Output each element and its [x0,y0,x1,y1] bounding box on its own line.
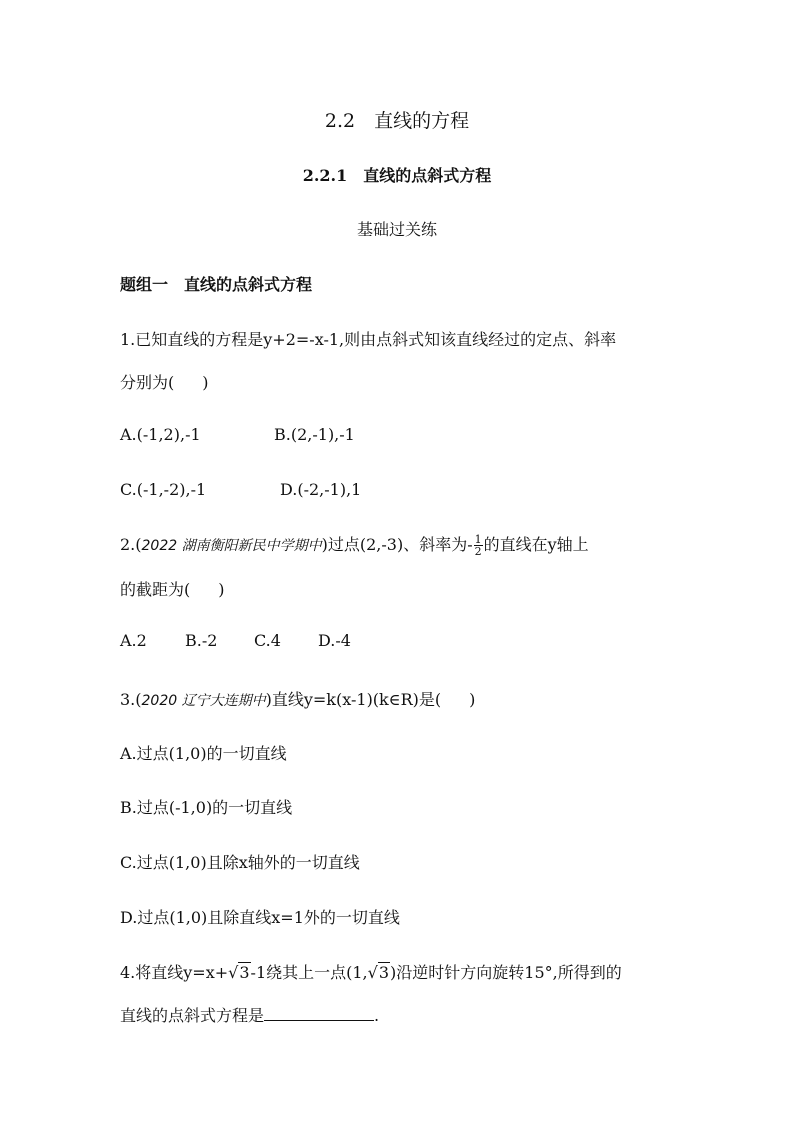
q1-paren-close: ) [202,373,209,392]
q1-option-d[interactable]: D.(-2,-1),1 [280,480,362,499]
q4-part1: 4.将直线y=x+ [120,963,229,982]
q2-frac-den: 2 [474,545,482,558]
q2-line1 [120,532,589,557]
q2-paren-close: ) [218,580,225,599]
q1-line1: 1.已知直线的方程是y+2=-x-1,则由点斜式知该直线经过的定点、斜率 [120,330,617,349]
q1-option-c[interactable]: C.(-1,-2),-1 [120,480,207,499]
q1-stem-end: 分别为( [120,373,175,392]
q4-sqrt-1: √3 [228,963,250,982]
q2-source: 2022 湖南衡阳新民中学期中 [141,538,322,554]
q2-prefix: 2.( [120,535,142,554]
q3-option-c[interactable]: C.过点(1,0)且除x轴外的一切直线 [120,853,360,872]
q4-sqrt-2-radicand: 3 [378,963,390,982]
q4-part2: -1绕其上一点(1, [250,963,368,982]
q2-option-c[interactable]: C.4 [254,631,281,650]
q4-sqrt-1-radicand: 3 [239,963,250,982]
q1-option-b[interactable]: B.(2,-1),-1 [274,425,355,444]
q4-sqrt-2: √3 [367,963,390,982]
q3-suffix: )直线y=k(x-1)(k∈R)是( [265,690,442,709]
q3-paren-close: ) [469,690,476,709]
q2-fraction [474,534,483,557]
q3-prefix: 3.( [120,690,142,709]
q4-period: . [374,1006,380,1025]
q4-stem-end: 直线的点斜式方程是 [120,1006,265,1025]
q2-option-d[interactable]: D.-4 [318,631,351,650]
q3-source: 2020 辽宁大连期中 [141,693,266,709]
q2-suffix: 的直线在y轴上 [483,535,589,554]
q2-mid: )过点(2,-3)、斜率为- [321,535,473,554]
q3-option-a[interactable]: A.过点(1,0)的一切直线 [120,744,287,763]
q3-option-d[interactable]: D.过点(1,0)且除直线x=1外的一切直线 [120,908,400,927]
q2-frac-num: 1 [474,533,482,546]
group-title: 题组一 直线的点斜式方程 [120,275,313,294]
q4-part3: )沿逆时针方向旋转15°,所得到的 [390,963,622,982]
q4-answer-blank[interactable] [264,1006,374,1021]
q2-option-b[interactable]: B.-2 [185,631,218,650]
section-title: 2.2 直线的方程 [324,110,470,132]
q1-line2 [120,370,209,393]
q1-option-a[interactable]: A.(-1,2),-1 [120,425,201,444]
q3-option-b[interactable]: B.过点(-1,0)的一切直线 [120,798,293,817]
q4-line1 [120,960,622,983]
subsection-title: 2.2.1 直线的点斜式方程 [302,166,492,185]
q3-line1 [120,687,475,710]
q2-stem-end: 的截距为( [120,580,191,599]
practice-label: 基础过关练 [356,220,437,239]
q4-line2 [120,1003,379,1026]
q2-option-a[interactable]: A.2 [120,631,147,650]
q2-line2 [120,577,225,600]
